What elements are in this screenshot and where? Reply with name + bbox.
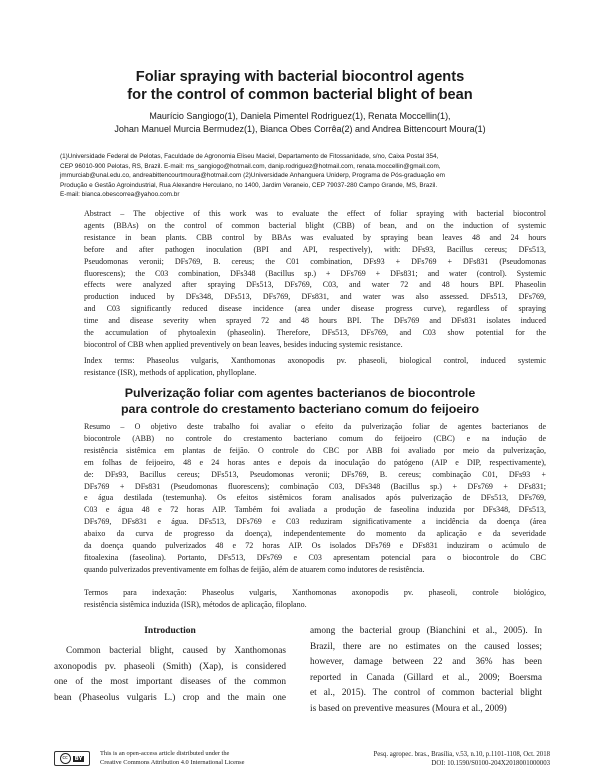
- abstract-line: agents (BBAs) on the control of common bacterial blight (CBB) of bean, and on the induction of systemic: [84, 220, 546, 230]
- abstract-line: and C03 significantly reduced disease incidence (area under disease progress curve), regardless of spraying: [84, 304, 546, 314]
- body-line: Brazil, there are no estimates on the caused losses;: [310, 641, 542, 652]
- abstract-line: time and disease severity when sprayed 72 and 48 hours BPI. The DFs769 and DFs831 isolates induced: [84, 316, 546, 326]
- journal-reference: Pesq. agropec. bras., Brasília, v.53, n.10, p.1101-1108, Oct. 2018: [373, 751, 550, 758]
- affiliation-line: E-mail: bianca.obescorrea@yahoo.com.br: [60, 191, 180, 199]
- portuguese-title-line: Pulverização foliar com agentes bacterianos de biocontrole: [124, 386, 476, 400]
- abstract-line: production induced by DFs348, DFs513, DFs769, DFs831, and water was also assessed. DFs513, DFs769,: [84, 292, 546, 302]
- doi-link[interactable]: DOI: 10.1590/S0100-204X2018001000003: [431, 760, 550, 768]
- abstract-portuguese: [84, 421, 546, 576]
- body-line: reported in Canada (Gillard et al., 2009; Boersma: [310, 672, 542, 683]
- body-line: et al., 2015). The control of common bacterial blight: [310, 688, 542, 699]
- resumo-line: C03 e água 48 e 72 horas AIP. Também foi avaliada a produção de faseolina induzida por DFs348, DFs513,: [84, 505, 546, 515]
- index-terms-line: Index terms: Phaseolus vulgaris, Xanthomonas axonopodis pv. phaseoli, biological control, induced systemic: [84, 356, 546, 365]
- portuguese-title: [60, 386, 540, 417]
- resumo-line: DFs769, DFs831 e água. DFs513, DFs769 e C03 reduziram significativamente a incidência da doença (área: [84, 517, 546, 527]
- page-footer: [54, 750, 550, 776]
- abstract-line: Pseudomonas veronii; DFs769, B. cereus; the C01 combination, DFs93 + DFs769 + DFs831 (Pseudomonas: [84, 256, 546, 266]
- resumo-line: Resumo – O objetivo deste trabalho foi avaliar o efeito da pulverização foliar de agentes bacterianos de: [84, 422, 546, 431]
- termos-line: resistência sistêmica induzida (ISR), métodos de aplicação, filoplano.: [84, 599, 307, 609]
- body-line: among the bacterial group (Bianchini et al., 2005). In: [310, 626, 542, 636]
- resumo-line: da doença quando pulverizados 48 e 72 horas AIP. Os isolados DFs769 e DFs831 induziram o acúmulo de: [84, 541, 546, 551]
- abstract-line: the accumulation of phytoalexin (phaseolin). Therefore, DFs513, DFs769, and C03 show potential for the: [84, 328, 546, 338]
- cc-icon: cc: [60, 753, 71, 764]
- index-terms-english: [84, 355, 546, 379]
- body-line: is based on preventive measures (Moura et al., 2009): [310, 703, 507, 714]
- resumo-line: biocontrole (ABB) no controle do crestamento bacteriano comum do feijoeiro (CBC) e na indução de: [84, 433, 546, 443]
- introduction-right-column: [310, 624, 542, 718]
- resumo-line: e água destilada (testemunha). Os efeitos sistêmicos foram analisados após pulverização de DFs513, DFs769,: [84, 493, 546, 503]
- introduction-paragraph-continued: [310, 624, 542, 718]
- body-line: however, damage between 22 and 36% has been: [310, 657, 542, 668]
- article-title: [40, 68, 560, 104]
- affiliation-line: jmmurciab@unal.edu.co, andreabittencourtmoura@hotmail.com (2)Universidade Anhanguera Uniderp, Programa de Pós-graduação em: [60, 172, 445, 180]
- termos-line: Termos para indexação: Phaseolus vulgaris, Xanthomonas axonopodis pv. phaseoli, controle biológico,: [84, 588, 546, 597]
- license-link[interactable]: Creative Commons Attribution 4.0 International License: [100, 758, 245, 766]
- abstract-line: Abstract – The objective of this work was to evaluate the effect of foliar spraying with bacterial biocontrol: [84, 209, 546, 218]
- license-notice: [100, 750, 330, 768]
- author-line: Johan Manuel Murcia Bermudez(1), Bianca Obes Corrêa(2) and Andrea Bittencourt Moura(1): [114, 124, 486, 134]
- body-line: Common bacterial blight, caused by Xanthomonas: [66, 646, 286, 656]
- resumo-line: de: DFs93, Bacillus cereus; DFs513, Pseudomonas veronii; DFs769, B. cereus; combinação C01, DFs93 +: [84, 469, 546, 479]
- license-line: This is an open-access article distributed under the: [100, 750, 230, 757]
- portuguese-title-line: para controle do crestamento bacteriano comum do feijoeiro: [120, 401, 480, 416]
- introduction-heading: Introduction: [144, 626, 196, 636]
- cc-by-license-icon[interactable]: [54, 751, 90, 766]
- affiliation-line: CEP 96010-900 Pelotas, RS, Brazil. E-mail: ms_sangiogo@hotmail.com, danip.rodriguez@hotmail.com, renata.moccellin@gmail.com,: [60, 162, 441, 170]
- affiliation-line: (1)Universidade Federal de Pelotas, Faculdade de Agronomia Eliseu Maciel, Departamento de Fitossanidade, s/no, Caixa Postal 354,: [60, 153, 439, 160]
- introduction-left-column: [54, 624, 286, 706]
- resumo-line: em folhas de feijoeiro, 48 e 24 horas antes e depois da inoculação do patógeno (AIP e DIP, respectivamente),: [84, 457, 546, 467]
- abstract-line: effects were analyzed after spraying DFs513, DFs769, C03, and water 72 and 48 hours BPI. Phaseolin: [84, 280, 546, 290]
- resumo-line: abaixo da curva de progresso da doença), independentemente do momento da aplicação e da severidade: [84, 529, 546, 539]
- affiliations: [60, 152, 550, 200]
- abstract-line: fluorescens); the C03 combination, DFs348 (Bacillus sp.) + DFs769 + DFs831; and water (control). Systemic: [84, 268, 546, 278]
- author-line: Maurício Sangiogo(1), Daniela Pimentel Rodriguez(1), Renata Moccellin(1),: [149, 111, 451, 121]
- abstract-line: before and after pathogen inoculation (BPI and API, respectively), with: DFs93, Bacillus cereus; DFs513,: [84, 244, 546, 254]
- resumo-line: quando pulverizados preventivamente em folhas de feijão, além de atuarem como indutores de resistência.: [84, 564, 425, 574]
- author-list: [40, 110, 560, 136]
- affiliation-line: Produção e Gestão Agroindustrial, Rua Alexandre Herculano, no 1400, Jardim Veraneio, CEP 79037-280 Campo Grande, MS, Brazil.: [60, 181, 438, 189]
- body-line: one of the most important diseases of the common: [54, 677, 286, 688]
- abstract-line: biocontrol of CBB when applied preventively on bean leaves, besides inducing systemic resistance.: [84, 339, 403, 349]
- article-title-line: Foliar spraying with bacterial biocontrol agents: [135, 69, 465, 85]
- introduction-paragraph: [54, 644, 286, 706]
- body-line: axonopodis pv. phaseoli (Smith) (Xap), is considered: [54, 661, 286, 672]
- resumo-line: fitoalexina (faseolina). Portanto, DFs513, DFs769 e C03 apresentam potencial para o biocontrole do CBC: [84, 552, 546, 562]
- index-terms-line: resistance (ISR), methods of application, phylloplane.: [84, 367, 257, 377]
- article-title-line: for the control of common bacterial blight of bean: [127, 87, 473, 103]
- by-icon: BY: [74, 755, 83, 762]
- resumo-line: resistência sistêmica em plantas de feijão. O controle do CBC por ABB foi avaliado por meio da pulverização,: [84, 445, 546, 455]
- resumo-line: DFs769 + DFs831 (Pseudomonas fluorescens); combinação C03, DFs348 (Bacillus sp.) + DFs769 + DFs831;: [84, 481, 546, 491]
- journal-citation: [320, 750, 550, 768]
- abstract-line: resistance in bean plants. CBB control by BBAs was evaluated by spraying bean leaves 48 and 24 hours: [84, 232, 546, 242]
- body-line: bean (Phaseolus vulgaris L.) crop and the main one: [54, 692, 286, 703]
- index-terms-portuguese: [84, 587, 546, 611]
- abstract-english: [84, 208, 546, 351]
